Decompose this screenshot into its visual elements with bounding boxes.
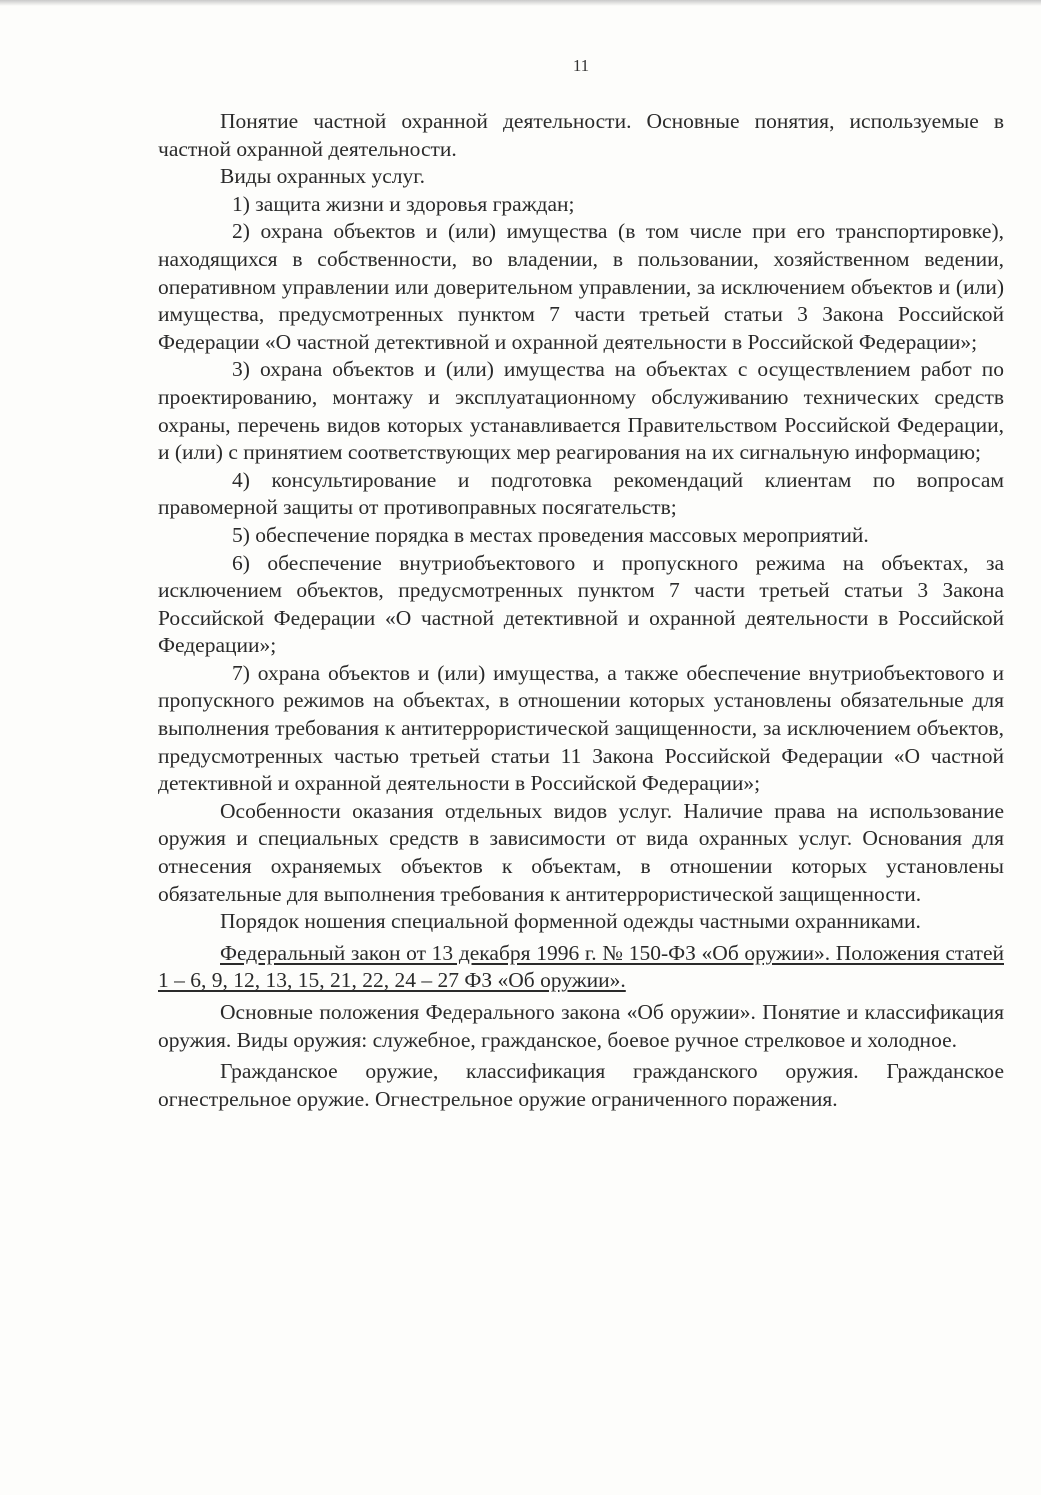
list-item-5: 5) обеспечение порядка в местах проведения массовых мероприятий. bbox=[232, 522, 869, 547]
list-item-1: 1) защита жизни и здоровья граждан; bbox=[232, 191, 575, 216]
paragraph-civil-weapons: Гражданское оружие, классификация гражданского оружия. Гражданское огнестрельное оружие. Огнестрельное оружие ограниченного поражения. bbox=[158, 1059, 1004, 1111]
list-item-2: 2) охрана объектов и (или) имущества (в том числе при его транспортировке), находящихся в собственности, во владении, в пользовании, хозяйственном ведении, оперативном управлении или доверительном управлении, за исключением объектов и (или) имущества, предусмотренных пунктом 7 части третьей статьи 3 Закона Российской Федерации «О частной детективной и охранной деятельности в Российской Федерации»; bbox=[158, 219, 1004, 354]
paragraph-concept: Понятие частной охранной деятельности. Основные понятия, используемые в частной охранной деятельности. bbox=[158, 109, 1004, 161]
list-item-6: 6) обеспечение внутриобъектового и пропускного режима на объектах, за исключением объектов, предусмотренных пунктом 7 части третьей статьи 3 Закона Российской Федерации «О частной детективной и охранной деятельности в Российской Федерации»; bbox=[158, 550, 1004, 658]
paragraph-features: Особенности оказания отдельных видов услуг. Наличие права на использование оружия и специальных средств в зависимости от вида охранных услуг. Основания для отнесения охраняемых объектов к объектам, в отношении которых установлены обязательные для выполнения требования к антитеррористической защищенности. bbox=[158, 798, 1004, 906]
list-item-4: 4) консультирование и подготовка рекомендаций клиентам по вопросам правомерной защиты от противоправных посягательств; bbox=[158, 467, 1004, 520]
paragraph-weapons-law-heading: Федеральный закон от 13 декабря 1996 г. № 150-ФЗ «Об оружии». Положения статей 1 – 6, 9, 12, 13, 15, 21, 22, 24 – 27 ФЗ «Об оружии». bbox=[158, 940, 1004, 993]
paragraph-uniform: Порядок ношения специальной форменной одежды частными охранниками. bbox=[220, 909, 921, 934]
scan-edge-shadow bbox=[0, 0, 1041, 6]
document-page bbox=[158, 56, 1004, 1113]
paragraph-weapons-law-basics: Основные положения Федерального закона «Об оружии». Понятие и классификация оружия. Виды оружия: служебное, гражданское, боевое ручное стрелковое и холодное. bbox=[158, 1000, 1004, 1052]
list-item-7: 7) охрана объектов и (или) имущества, а также обеспечение внутриобъектового и пропускного режимов на объектах, в отношении которых установлены обязательные для выполнения требования к антитеррористической защищенности, за исключением объектов, предусмотренных частью третьей статьи 11 Закона Российской Федерации «О частной детективной и охранной деятельности в Российской Федерации»; bbox=[158, 660, 1004, 796]
page-number: 11 bbox=[572, 56, 590, 75]
paragraph-service-types: Виды охранных услуг. bbox=[220, 164, 425, 189]
list-item-3: 3) охрана объектов и (или) имущества на объектах с осуществлением работ по проектированию, монтажу и эксплуатационному обслуживанию технических средств охраны, перечень видов которых устанавливается Правительством Российской Федерации, и (или) с принятием соответствующих мер реагирования на их сигнальную информацию; bbox=[158, 357, 1004, 465]
